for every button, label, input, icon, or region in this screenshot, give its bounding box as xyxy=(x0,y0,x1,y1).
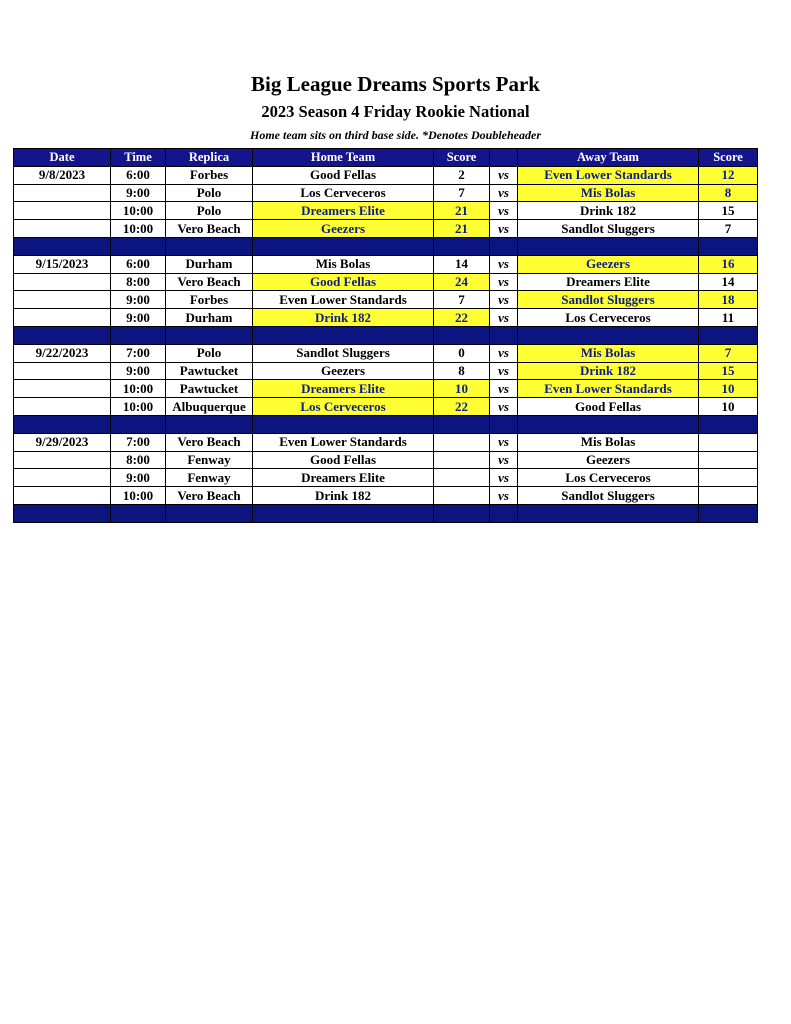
game-replica: Pawtucket xyxy=(166,362,253,380)
separator-cell xyxy=(434,326,490,344)
separator-cell xyxy=(14,504,111,522)
home-team: Los Cerveceros xyxy=(253,398,434,416)
game-time: 10:00 xyxy=(111,380,166,398)
away-team: Mis Bolas xyxy=(518,433,699,451)
game-date xyxy=(14,184,111,202)
game-time: 9:00 xyxy=(111,291,166,309)
game-row xyxy=(14,398,758,416)
separator-cell xyxy=(253,415,434,433)
game-row xyxy=(14,309,758,327)
week-separator xyxy=(14,237,758,255)
away-score: 7 xyxy=(699,220,758,238)
away-team: Good Fellas xyxy=(518,398,699,416)
game-time: 9:00 xyxy=(111,362,166,380)
game-time: 10:00 xyxy=(111,202,166,220)
home-team: Dreamers Elite xyxy=(253,202,434,220)
home-team: Sandlot Sluggers xyxy=(253,344,434,362)
col-date: Date xyxy=(14,149,111,167)
home-score: 14 xyxy=(434,255,490,273)
separator-cell xyxy=(434,415,490,433)
col-home-team: Home Team xyxy=(253,149,434,167)
home-team: Geezers xyxy=(253,220,434,238)
game-replica: Pawtucket xyxy=(166,380,253,398)
home-team: Geezers xyxy=(253,362,434,380)
vs-label: vs xyxy=(490,202,518,220)
game-replica: Vero Beach xyxy=(166,487,253,505)
separator-cell xyxy=(253,326,434,344)
separator-cell xyxy=(253,504,434,522)
away-team: Sandlot Sluggers xyxy=(518,487,699,505)
season-subtitle: 2023 Season 4 Friday Rookie National xyxy=(261,102,530,121)
vs-label: vs xyxy=(490,380,518,398)
game-replica: Forbes xyxy=(166,166,253,184)
game-time: 10:00 xyxy=(111,220,166,238)
separator-cell xyxy=(518,326,699,344)
away-team: Drink 182 xyxy=(518,362,699,380)
game-date: 9/8/2023 xyxy=(14,166,111,184)
vs-label: vs xyxy=(490,344,518,362)
home-score xyxy=(434,433,490,451)
game-replica: Fenway xyxy=(166,469,253,487)
separator-cell xyxy=(166,326,253,344)
col-replica: Replica xyxy=(166,149,253,167)
away-score: 15 xyxy=(699,202,758,220)
separator-cell xyxy=(490,326,518,344)
home-score: 8 xyxy=(434,362,490,380)
separator-cell xyxy=(490,237,518,255)
separator-cell xyxy=(14,237,111,255)
home-score: 2 xyxy=(434,166,490,184)
home-score: 7 xyxy=(434,184,490,202)
header-row xyxy=(14,149,758,167)
separator-cell xyxy=(699,326,758,344)
home-score: 22 xyxy=(434,309,490,327)
game-row xyxy=(14,273,758,291)
home-score xyxy=(434,469,490,487)
game-time: 8:00 xyxy=(111,451,166,469)
game-row xyxy=(14,433,758,451)
away-team: Geezers xyxy=(518,255,699,273)
home-team: Good Fellas xyxy=(253,166,434,184)
away-score: 10 xyxy=(699,380,758,398)
away-score: 12 xyxy=(699,166,758,184)
game-replica: Durham xyxy=(166,255,253,273)
separator-cell xyxy=(699,415,758,433)
game-time: 7:00 xyxy=(111,433,166,451)
home-score: 22 xyxy=(434,398,490,416)
game-replica: Vero Beach xyxy=(166,273,253,291)
game-date xyxy=(14,220,111,238)
game-row xyxy=(14,469,758,487)
schedule-body xyxy=(14,166,758,522)
away-score: 15 xyxy=(699,362,758,380)
game-replica: Albuquerque xyxy=(166,398,253,416)
col-away-score: Score xyxy=(699,149,758,167)
week-separator xyxy=(14,415,758,433)
separator-cell xyxy=(14,415,111,433)
separator-cell xyxy=(518,504,699,522)
game-time: 9:00 xyxy=(111,469,166,487)
game-date xyxy=(14,273,111,291)
home-team: Drink 182 xyxy=(253,309,434,327)
game-date xyxy=(14,362,111,380)
separator-cell xyxy=(166,415,253,433)
col-away-team: Away Team xyxy=(518,149,699,167)
separator-cell xyxy=(111,326,166,344)
away-team: Sandlot Sluggers xyxy=(518,220,699,238)
separator-cell xyxy=(699,504,758,522)
away-team: Los Cerveceros xyxy=(518,309,699,327)
game-date xyxy=(14,398,111,416)
separator-cell xyxy=(434,504,490,522)
game-time: 6:00 xyxy=(111,166,166,184)
game-time: 10:00 xyxy=(111,487,166,505)
home-score xyxy=(434,487,490,505)
separator-cell xyxy=(434,237,490,255)
separator-cell xyxy=(699,237,758,255)
away-score xyxy=(699,469,758,487)
home-score: 10 xyxy=(434,380,490,398)
game-row xyxy=(14,202,758,220)
away-team: Drink 182 xyxy=(518,202,699,220)
home-score: 7 xyxy=(434,291,490,309)
week-separator xyxy=(14,504,758,522)
home-team: Dreamers Elite xyxy=(253,469,434,487)
schedule-table xyxy=(13,148,758,523)
away-score: 11 xyxy=(699,309,758,327)
away-score xyxy=(699,433,758,451)
away-score xyxy=(699,487,758,505)
game-replica: Vero Beach xyxy=(166,433,253,451)
game-row xyxy=(14,220,758,238)
game-replica: Polo xyxy=(166,344,253,362)
vs-label: vs xyxy=(490,291,518,309)
game-replica: Forbes xyxy=(166,291,253,309)
separator-cell xyxy=(490,415,518,433)
away-team: Mis Bolas xyxy=(518,344,699,362)
away-team: Mis Bolas xyxy=(518,184,699,202)
vs-label: vs xyxy=(490,220,518,238)
home-team: Good Fellas xyxy=(253,273,434,291)
vs-label: vs xyxy=(490,255,518,273)
game-row xyxy=(14,255,758,273)
game-time: 7:00 xyxy=(111,344,166,362)
game-date xyxy=(14,487,111,505)
separator-cell xyxy=(490,504,518,522)
vs-label: vs xyxy=(490,362,518,380)
vs-label: vs xyxy=(490,451,518,469)
game-date xyxy=(14,291,111,309)
home-team: Los Cerveceros xyxy=(253,184,434,202)
away-score: 7 xyxy=(699,344,758,362)
game-date: 9/15/2023 xyxy=(14,255,111,273)
home-score: 21 xyxy=(434,202,490,220)
game-row xyxy=(14,344,758,362)
separator-cell xyxy=(518,415,699,433)
vs-label: vs xyxy=(490,469,518,487)
home-score: 24 xyxy=(434,273,490,291)
away-team: Los Cerveceros xyxy=(518,469,699,487)
game-time: 9:00 xyxy=(111,184,166,202)
game-time: 9:00 xyxy=(111,309,166,327)
home-team-note: Home team sits on third base side. *Denotes Doubleheader xyxy=(250,128,541,142)
home-team: Dreamers Elite xyxy=(253,380,434,398)
vs-label: vs xyxy=(490,273,518,291)
away-team: Geezers xyxy=(518,451,699,469)
home-score: 0 xyxy=(434,344,490,362)
game-date xyxy=(14,202,111,220)
game-time: 8:00 xyxy=(111,273,166,291)
separator-cell xyxy=(111,415,166,433)
separator-cell xyxy=(166,237,253,255)
away-score: 14 xyxy=(699,273,758,291)
game-replica: Polo xyxy=(166,202,253,220)
away-team: Sandlot Sluggers xyxy=(518,291,699,309)
game-date xyxy=(14,309,111,327)
away-team: Even Lower Standards xyxy=(518,166,699,184)
separator-cell xyxy=(166,504,253,522)
game-replica: Fenway xyxy=(166,451,253,469)
col-vs xyxy=(490,149,518,167)
game-date: 9/22/2023 xyxy=(14,344,111,362)
vs-label: vs xyxy=(490,487,518,505)
away-score: 16 xyxy=(699,255,758,273)
separator-cell xyxy=(518,237,699,255)
page-title: Big League Dreams Sports Park xyxy=(251,72,540,96)
separator-cell xyxy=(111,237,166,255)
game-date xyxy=(14,451,111,469)
game-row xyxy=(14,291,758,309)
game-row xyxy=(14,451,758,469)
game-replica: Polo xyxy=(166,184,253,202)
game-date xyxy=(14,380,111,398)
game-date: 9/29/2023 xyxy=(14,433,111,451)
home-team: Even Lower Standards xyxy=(253,291,434,309)
vs-label: vs xyxy=(490,184,518,202)
col-time: Time xyxy=(111,149,166,167)
away-score xyxy=(699,451,758,469)
away-team: Even Lower Standards xyxy=(518,380,699,398)
vs-label: vs xyxy=(490,398,518,416)
game-time: 6:00 xyxy=(111,255,166,273)
game-row xyxy=(14,362,758,380)
home-team: Good Fellas xyxy=(253,451,434,469)
game-time: 10:00 xyxy=(111,398,166,416)
home-team: Drink 182 xyxy=(253,487,434,505)
game-replica: Vero Beach xyxy=(166,220,253,238)
vs-label: vs xyxy=(490,309,518,327)
home-score: 21 xyxy=(434,220,490,238)
game-row xyxy=(14,184,758,202)
week-separator xyxy=(14,326,758,344)
home-score xyxy=(434,451,490,469)
col-home-score: Score xyxy=(434,149,490,167)
away-score: 10 xyxy=(699,398,758,416)
game-date xyxy=(14,469,111,487)
game-replica: Durham xyxy=(166,309,253,327)
away-score: 18 xyxy=(699,291,758,309)
separator-cell xyxy=(253,237,434,255)
home-team: Even Lower Standards xyxy=(253,433,434,451)
away-score: 8 xyxy=(699,184,758,202)
game-row xyxy=(14,487,758,505)
separator-cell xyxy=(14,326,111,344)
game-row xyxy=(14,380,758,398)
vs-label: vs xyxy=(490,433,518,451)
home-team: Mis Bolas xyxy=(253,255,434,273)
separator-cell xyxy=(111,504,166,522)
vs-label: vs xyxy=(490,166,518,184)
game-row xyxy=(14,166,758,184)
away-team: Dreamers Elite xyxy=(518,273,699,291)
